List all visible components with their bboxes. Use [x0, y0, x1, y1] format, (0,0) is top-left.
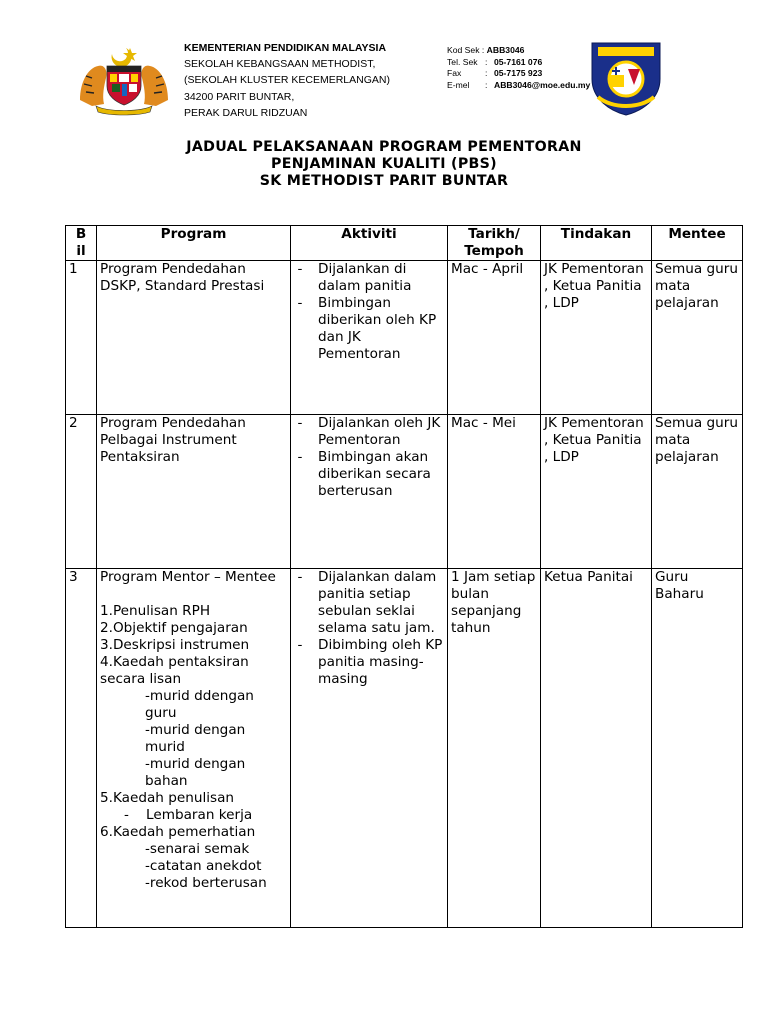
- cell-mentee: Semua guru mata pelajaran: [652, 415, 743, 569]
- address-line-1: 34200 PARIT BUNTAR,: [184, 90, 295, 103]
- program-title: Program Mentor – Mentee: [100, 569, 276, 585]
- address-line-2: PERAK DARUL RIDZUAN: [184, 106, 308, 119]
- cell-tindakan: Ketua Panitai: [541, 569, 652, 928]
- list-item: - Bimbingan diberikan oleh KP dan JK Pementoran: [294, 295, 444, 363]
- header-tindakan: Tindakan: [541, 226, 652, 261]
- contact-block: [447, 45, 590, 91]
- contact-label: Fax: [447, 68, 462, 79]
- contact-school-code: Kod Sek : ABB3046: [447, 45, 525, 55]
- program-subitem: -murid dengan murid: [145, 722, 246, 755]
- cell-tarikh: 1 Jam setiap bulan sepanjang tahun: [448, 569, 541, 928]
- contact-value: 05-7161 076: [494, 56, 543, 67]
- table-row: [66, 261, 743, 415]
- cell-program: [97, 569, 291, 928]
- contact-phone: Tel. Sek : 05-7161 076: [447, 56, 543, 67]
- cell-tarikh: Mac - Mei: [448, 415, 541, 569]
- cell-mentee: Semua guru mata pelajaran: [652, 261, 743, 415]
- list-item: - Dijalankan oleh JK Pementoran: [294, 415, 444, 449]
- table-row: [66, 415, 743, 569]
- program-subitem-text: Lembaran kerja: [146, 807, 253, 823]
- program-item: 3.Deskripsi instrumen: [100, 637, 250, 653]
- program-subitem: -murid ddengan guru: [145, 688, 254, 721]
- cell-tindakan: JK Pementoran , Ketua Panitia , LDP: [541, 261, 652, 415]
- contact-label: Tel. Sek: [447, 56, 478, 67]
- contact-value: ABB3046: [486, 45, 525, 55]
- title-line-1: JADUAL PELAKSANAAN PROGRAM PEMENTORAN: [186, 139, 582, 155]
- cell-bil: 1: [66, 261, 97, 415]
- program-subitem: -senarai semak: [145, 841, 250, 857]
- cell-mentee: Guru Baharu: [652, 569, 743, 928]
- cell-tindakan: JK Pementoran , Ketua Panitia , LDP: [541, 415, 652, 569]
- cell-program: Program Pendedahan Pelbagai Instrument Pentaksiran: [97, 415, 291, 569]
- table-row: [66, 569, 743, 928]
- schedule-table: [65, 225, 743, 928]
- program-subitem: -rekod berterusan: [145, 875, 267, 891]
- program-item: 2.Objektif pengajaran: [100, 620, 248, 636]
- school-cluster: (SEKOLAH KLUSTER KECEMERLANGAN): [184, 74, 390, 87]
- contact-value: 05-7175 923: [494, 68, 543, 79]
- program-item: 4.Kaedah pentaksiran secara lisan: [100, 654, 249, 687]
- cell-tarikh: Mac - April: [448, 261, 541, 415]
- title-line-2: PENJAMINAN KUALITI (PBS): [271, 156, 497, 172]
- document-title: [0, 139, 768, 190]
- list-item: - Dijalankan dalam panitia setiap sebulan seklai selama satu jam.: [294, 569, 444, 637]
- cell-program: Program Pendedahan DSKP, Standard Prestasi: [97, 261, 291, 415]
- cell-aktiviti: [291, 415, 448, 569]
- header-mentee: Mentee: [652, 226, 743, 261]
- title-line-3: SK METHODIST PARIT BUNTAR: [259, 173, 509, 189]
- contact-fax: Fax : 05-7175 923: [447, 68, 543, 79]
- contact-label: Kod Sek: [447, 45, 480, 55]
- contact-label: E-mel: [447, 79, 470, 90]
- cell-aktiviti: [291, 569, 448, 928]
- list-item: - Dijalankan di dalam panitia: [294, 261, 444, 295]
- program-subitem: - Lembaran kerja: [124, 807, 253, 823]
- letterhead: [184, 40, 390, 121]
- ministry-name: KEMENTERIAN PENDIDIKAN MALAYSIA: [184, 42, 387, 54]
- header-program: Program: [97, 226, 291, 261]
- program-item: 5.Kaedah penulisan: [100, 790, 235, 806]
- school-name: SEKOLAH KEBANGSAAN METHODIST,: [184, 58, 376, 71]
- header-tarikh: Tarikh/ Tempoh: [448, 226, 541, 261]
- contact-email: E-mel : ABB3046@moe.edu.my: [447, 79, 591, 90]
- malaysia-coat-of-arms-icon: [74, 42, 174, 116]
- cell-bil: 3: [66, 569, 97, 928]
- program-item: 6.Kaedah pemerhatian: [100, 824, 256, 840]
- header-aktiviti: Aktiviti: [291, 226, 448, 261]
- school-crest-icon: [586, 39, 666, 117]
- list-item: - Dibimbing oleh KP panitia masing-masing: [294, 637, 444, 688]
- table-header-row: [66, 226, 743, 261]
- cell-aktiviti: [291, 261, 448, 415]
- cell-bil: 2: [66, 415, 97, 569]
- list-item: - Bimbingan akan diberikan secara berterusan: [294, 449, 444, 500]
- program-subitem: -catatan anekdot: [145, 858, 262, 874]
- program-item: 1.Penulisan RPH: [100, 603, 211, 619]
- contact-value: ABB3046@moe.edu.my: [494, 79, 591, 90]
- program-subitem: -murid dengan bahan: [145, 756, 246, 789]
- header-bil: B il: [66, 226, 97, 261]
